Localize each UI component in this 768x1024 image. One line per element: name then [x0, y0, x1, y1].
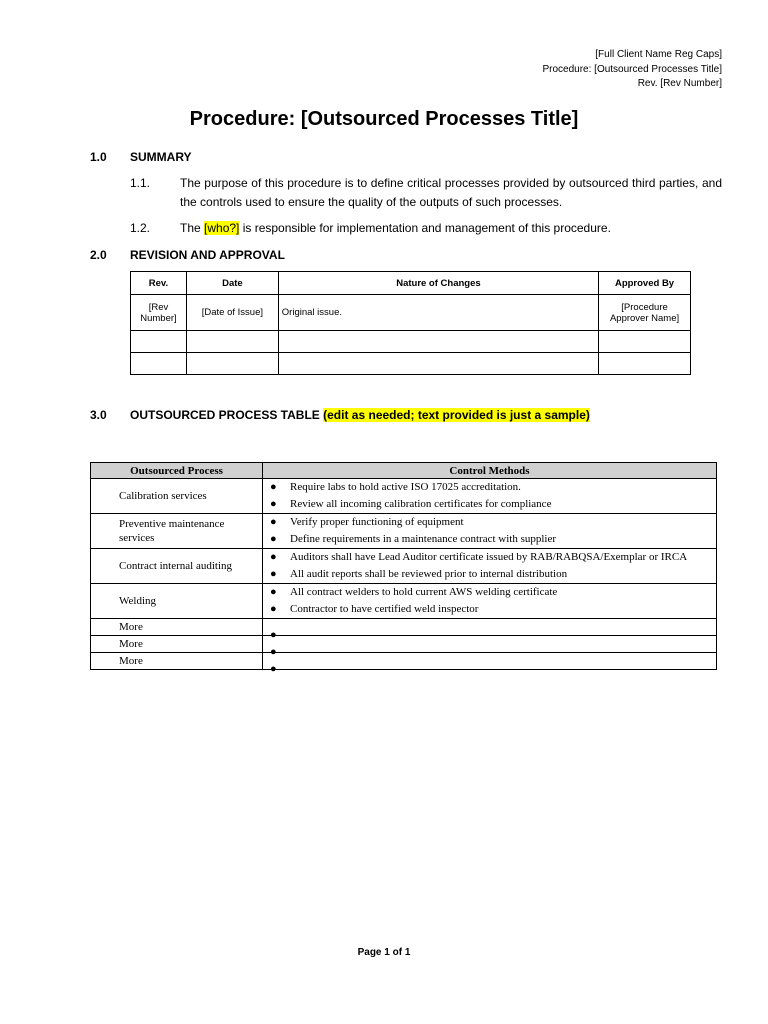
list-item	[266, 584, 713, 601]
bullet-icon: ●	[270, 481, 277, 493]
control-methods-cell	[263, 653, 717, 675]
process-name: More	[119, 638, 143, 650]
page-header	[542, 48, 722, 92]
item-text	[180, 219, 722, 238]
table-row	[91, 653, 717, 670]
control-methods-cell	[263, 619, 717, 641]
column-header-approved-by: Approved By	[599, 272, 691, 295]
control-method-text: Review all incoming calibration certificates for compliance	[290, 498, 552, 510]
item-number: 1.1.	[130, 176, 151, 190]
section-label	[130, 408, 590, 422]
control-methods-cell	[263, 636, 717, 658]
table-row	[91, 584, 717, 619]
control-methods-cell	[263, 584, 717, 619]
table-row	[91, 479, 717, 514]
control-method-text: Define requirements in a maintenance contract with supplier	[290, 533, 557, 545]
process-name: Preventive maintenance services	[119, 518, 225, 544]
bullet-icon: ●	[270, 568, 277, 580]
list-item	[266, 496, 713, 513]
bullet-icon: ●	[270, 646, 277, 658]
section-number: 2.0	[90, 248, 107, 262]
process-table-body	[91, 479, 717, 675]
header-procedure-title: Procedure: [Outsourced Processes Title]	[542, 63, 722, 75]
nature-of-changes-cell	[278, 353, 598, 375]
outsourced-process-cell	[91, 619, 263, 636]
revision-table-header-row	[131, 272, 691, 295]
column-header-date: Date	[186, 272, 278, 295]
bullet-icon: ●	[270, 516, 277, 528]
control-methods-cell	[263, 514, 717, 549]
who-placeholder-highlight: [who?]	[204, 221, 240, 235]
control-methods-list	[266, 584, 713, 618]
table-row	[91, 514, 717, 549]
table-row	[131, 353, 691, 375]
approved-by-cell	[599, 331, 691, 353]
date-cell	[186, 331, 278, 353]
table-row	[131, 295, 691, 331]
rev-cell	[131, 331, 187, 353]
bullet-icon: ●	[270, 629, 277, 641]
table-row	[91, 549, 717, 584]
bullet-icon: ●	[270, 663, 277, 675]
control-method-text: All contract welders to hold current AWS welding certificate	[290, 586, 558, 598]
section-number: 1.0	[90, 150, 107, 164]
control-methods-cell	[263, 549, 717, 584]
outsourced-process-cell	[91, 549, 263, 584]
item-number: 1.2.	[130, 221, 151, 235]
control-method-text: Auditors shall have Lead Auditor certificate issued by RAB/RABQSA/Exemplar or IRCA	[290, 551, 688, 563]
section-number: 3.0	[90, 408, 107, 422]
outsourced-process-cell	[91, 479, 263, 514]
header-client-name: [Full Client Name Reg Caps]	[595, 49, 722, 60]
process-name: More	[119, 655, 143, 667]
date-cell: [Date of Issue]	[186, 295, 278, 331]
list-item	[266, 566, 713, 583]
control-method-text: All audit reports shall be reviewed prior to internal distribution	[290, 568, 568, 580]
process-name: Contract internal auditing	[119, 560, 233, 572]
process-name: Welding	[119, 595, 156, 607]
revision-table	[130, 271, 691, 375]
control-method-text: Contractor to have certified weld inspector	[290, 603, 479, 615]
section-label: REVISION AND APPROVAL	[130, 248, 285, 262]
table-row	[91, 636, 717, 653]
header-revision: Rev. [Rev Number]	[637, 78, 722, 89]
outsourced-process-cell	[91, 636, 263, 653]
nature-of-changes-cell	[278, 331, 598, 353]
bullet-icon: ●	[270, 551, 277, 563]
item-text-post: is responsible for implementation and management of this procedure.	[239, 221, 611, 235]
table-row	[131, 331, 691, 353]
list-item	[266, 531, 713, 548]
process-name: Calibration services	[119, 490, 207, 502]
item-text: The purpose of this procedure is to define critical processes provided by outsourced third parties, and the controls used to ensure the quality of the outputs of such processes.	[180, 176, 722, 209]
control-method-text: Verify proper functioning of equipment	[290, 516, 464, 528]
outsourced-process-table	[90, 462, 717, 675]
control-methods-cell	[263, 479, 717, 514]
column-header-control-methods: Control Methods	[263, 463, 717, 479]
document-title: Procedure: [Outsourced Processes Title]	[189, 108, 579, 130]
outsourced-process-cell	[91, 584, 263, 619]
list-item	[266, 514, 713, 531]
approved-by-cell	[599, 353, 691, 375]
date-cell	[186, 353, 278, 375]
column-header-rev: Rev.	[131, 272, 187, 295]
bullet-icon: ●	[270, 533, 277, 545]
edit-note-highlight: (edit as needed; text provided is just a sample)	[323, 408, 590, 422]
rev-cell: [Rev Number]	[131, 295, 187, 331]
column-header-nature-of-changes: Nature of Changes	[278, 272, 598, 295]
list-item	[266, 601, 713, 618]
rev-cell	[131, 353, 187, 375]
list-item	[266, 549, 713, 566]
nature-of-changes-cell: Original issue.	[278, 295, 598, 331]
page-footer: Page 1 of 1	[357, 947, 411, 958]
approved-by-cell: [Procedure Approver Name]	[599, 295, 691, 331]
list-item	[266, 479, 713, 496]
control-method-text: Require labs to hold active ISO 17025 accreditation.	[290, 481, 521, 493]
table-row	[91, 619, 717, 636]
control-methods-list	[266, 514, 713, 548]
process-table-header-row	[91, 463, 717, 479]
bullet-icon: ●	[270, 586, 277, 598]
control-methods-list	[266, 479, 713, 513]
bullet-icon: ●	[270, 603, 277, 615]
column-header-outsourced-process: Outsourced Process	[91, 463, 263, 479]
process-name: More	[119, 621, 143, 633]
section-label-text: OUTSOURCED PROCESS TABLE	[130, 408, 320, 422]
bullet-icon: ●	[270, 498, 277, 510]
outsourced-process-cell	[91, 514, 263, 549]
control-methods-list	[266, 549, 713, 583]
outsourced-process-cell	[91, 653, 263, 670]
item-text-pre: The	[180, 221, 205, 235]
section-label: SUMMARY	[130, 150, 192, 164]
